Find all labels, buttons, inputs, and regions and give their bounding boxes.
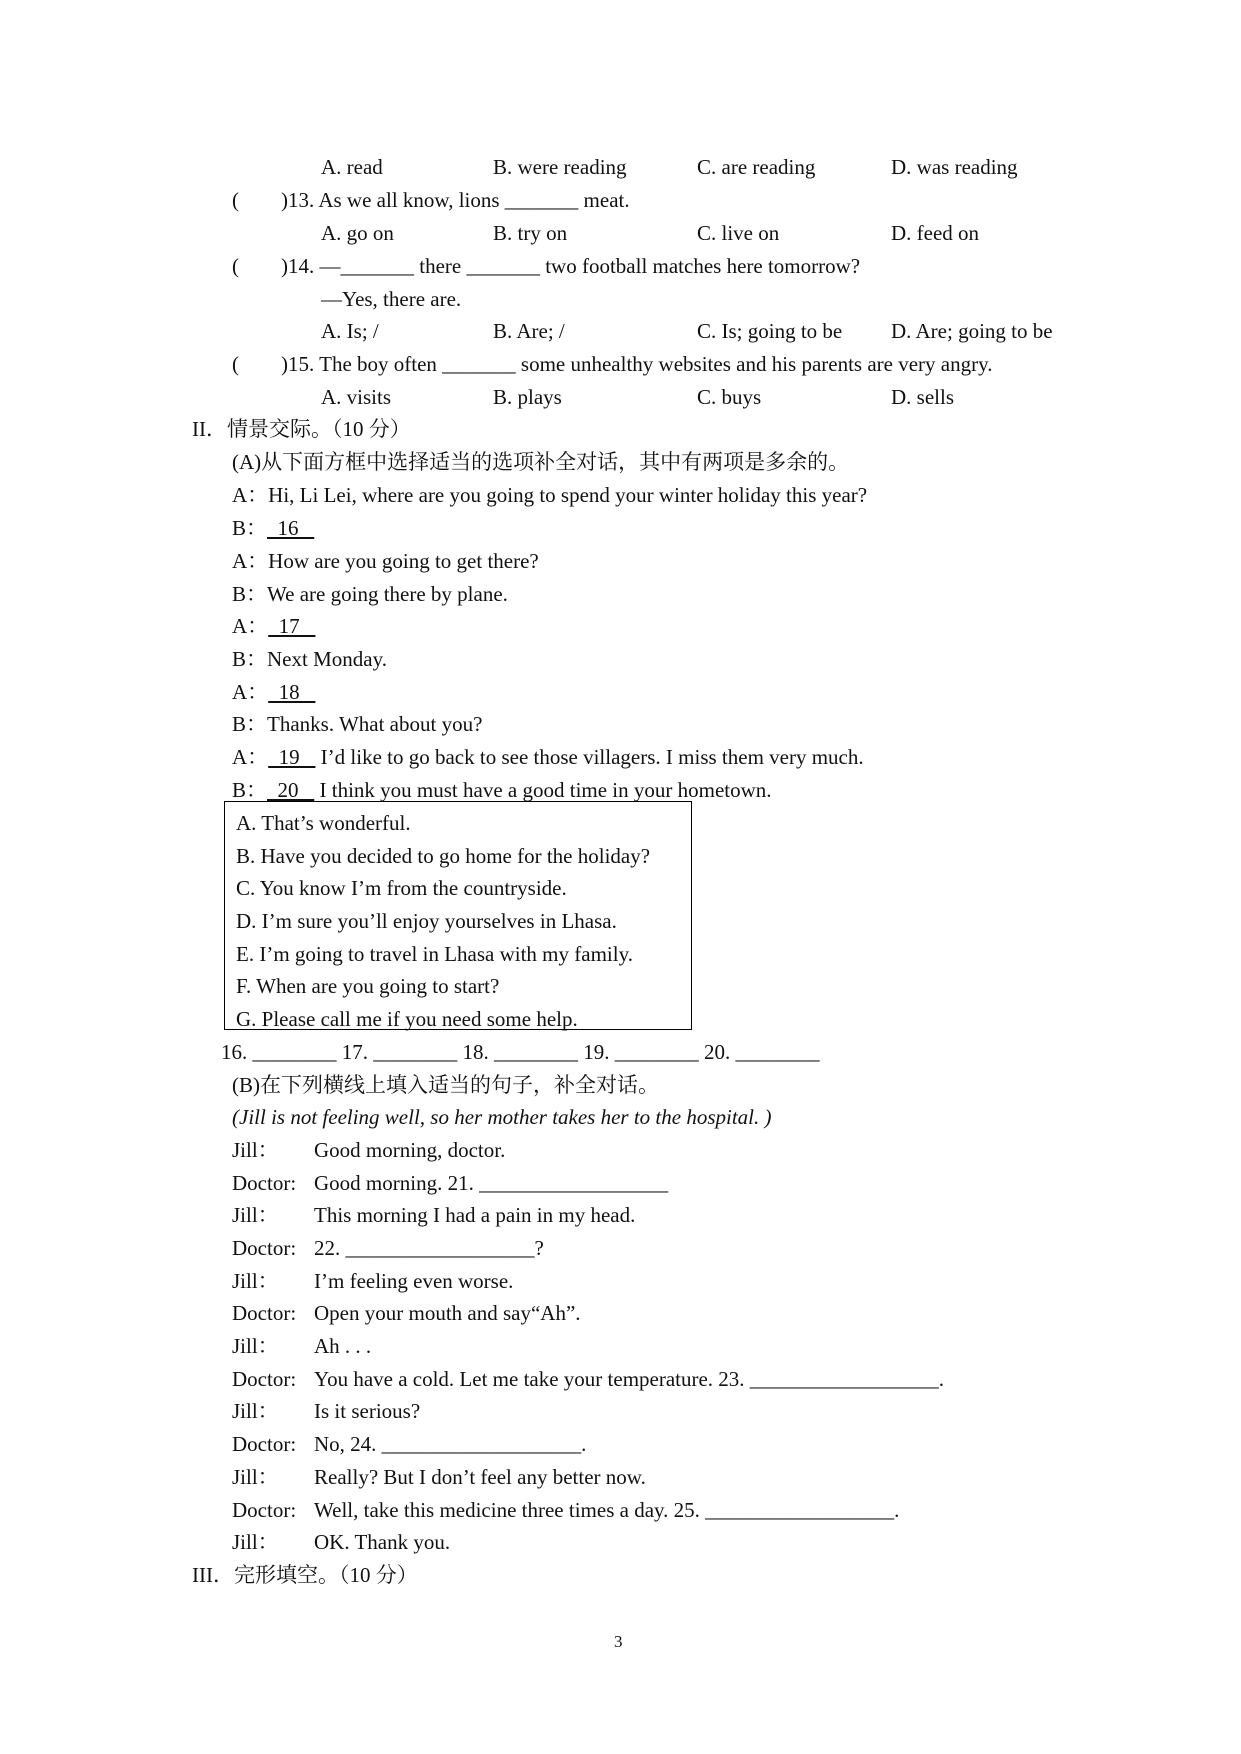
q14-option-a: A. Is; / xyxy=(321,319,379,343)
line-text: This morning I had a pain in my head. xyxy=(314,1203,636,1227)
q15-option-a: A. visits xyxy=(321,385,392,409)
box-option-e: E. I’m going to travel in Lhasa with my family. xyxy=(236,942,633,966)
dialogue-line xyxy=(232,581,508,607)
line-text-blank-23[interactable]: You have a cold. Let me take your temperature. 23. __________________. xyxy=(314,1367,945,1391)
blank-18[interactable]: 18 xyxy=(268,680,316,704)
dialogue-line xyxy=(232,515,314,541)
page-number: 3 xyxy=(614,1632,623,1651)
line-text: Hi, Li Lei, where are you going to spend your winter holiday this year? xyxy=(268,483,868,507)
speaker: B： xyxy=(232,582,268,606)
line-text: OK. Thank you. xyxy=(314,1530,451,1554)
blank-16[interactable]: 16 xyxy=(267,516,315,540)
speaker: Jill： xyxy=(232,1203,279,1227)
line-text: Next Monday. xyxy=(267,647,387,671)
speaker: B： xyxy=(232,778,268,802)
line-text: We are going there by plane. xyxy=(267,582,508,606)
blank-19[interactable]: 19 xyxy=(268,745,316,769)
q15-option-b: B. plays xyxy=(493,385,562,409)
q13-option-d: D. feed on xyxy=(891,221,980,245)
q14-option-b: B. Are; / xyxy=(493,319,565,343)
partB-context: (Jill is not feeling well, so her mother takes her to the hospital. ) xyxy=(232,1105,772,1129)
box-option-d: D. I’m sure you’ll enjoy yourselves in Lhasa. xyxy=(236,909,617,933)
dialogue-line xyxy=(232,679,315,705)
q14-reply: —Yes, there are. xyxy=(321,287,462,311)
speaker: Doctor: xyxy=(232,1367,297,1391)
speaker: Jill： xyxy=(232,1138,279,1162)
box-option-a: A. That’s wonderful. xyxy=(236,811,411,835)
q15-stem: )15. The boy often _______ some unhealthy websites and his parents are very angry. xyxy=(281,352,993,376)
q15-option-d: D. sells xyxy=(891,385,954,409)
speaker: A： xyxy=(232,680,269,704)
dialogue-line xyxy=(232,482,867,508)
speaker: Doctor: xyxy=(232,1171,297,1195)
speaker: Jill： xyxy=(232,1399,279,1423)
speaker: A： xyxy=(232,483,269,507)
line-text: Open your mouth and say“Ah”. xyxy=(314,1301,581,1325)
partB-instruction: (B)在下列横线上填入适当的句子，补全对话。 xyxy=(232,1073,659,1097)
q14-option-c: C. Is; going to be xyxy=(697,319,843,343)
q15-answer-paren[interactable]: ( xyxy=(232,352,239,376)
dialogue-line xyxy=(232,744,864,770)
speaker: Jill： xyxy=(232,1530,279,1554)
speaker: A： xyxy=(232,614,269,638)
q12-option-c: C. are reading xyxy=(697,155,816,179)
blank-20[interactable]: 20 xyxy=(267,778,315,802)
box-option-g: G. Please call me if you need some help. xyxy=(236,1007,578,1031)
box-option-f: F. When are you going to start? xyxy=(236,974,500,998)
speaker: Jill： xyxy=(232,1465,279,1489)
speaker: Jill： xyxy=(232,1269,279,1293)
speaker: A： xyxy=(232,549,269,573)
line-text-blank-24[interactable]: No, 24. ___________________. xyxy=(314,1432,587,1456)
speaker: Doctor: xyxy=(232,1236,297,1260)
q15-option-c: C. buys xyxy=(697,385,762,409)
dialogue-line xyxy=(232,646,387,672)
q14-answer-paren[interactable]: ( xyxy=(232,254,239,278)
line-text: Good morning, doctor. xyxy=(314,1138,506,1162)
line-text: I’d like to go back to see those villagers. I miss them very much. xyxy=(315,745,864,769)
dialogue-line xyxy=(232,711,482,737)
speaker: B： xyxy=(232,712,268,736)
partA-instruction: (A)从下面方框中选择适当的选项补全对话，其中有两项是多余的。 xyxy=(232,450,850,474)
line-text-blank-25[interactable]: Well, take this medicine three times a day. 25. __________________. xyxy=(314,1498,900,1522)
q13-option-c: C. live on xyxy=(697,221,780,245)
q13-answer-paren[interactable]: ( xyxy=(232,188,239,212)
line-text: I’m feeling even worse. xyxy=(314,1269,514,1293)
speaker: Jill： xyxy=(232,1334,279,1358)
dialogue-line xyxy=(232,613,315,639)
q14-stem: )14. —_______ there _______ two football matches here tomorrow? xyxy=(281,254,861,278)
line-text: Thanks. What about you? xyxy=(267,712,483,736)
speaker: Doctor: xyxy=(232,1432,297,1456)
speaker: B： xyxy=(232,516,268,540)
section3-heading: III．完形填空。（10 分） xyxy=(192,1563,418,1587)
dialogue-line xyxy=(232,777,772,803)
q12-option-d: D. was reading xyxy=(891,155,1018,179)
line-text: I think you must have a good time in your hometown. xyxy=(314,778,772,802)
q13-stem: )13. As we all know, lions _______ meat. xyxy=(281,188,630,212)
dialogue-line xyxy=(232,548,539,574)
line-text: How are you going to get there? xyxy=(268,549,539,573)
section2-heading: II．情景交际。（10 分） xyxy=(192,417,411,441)
blank-17[interactable]: 17 xyxy=(268,614,316,638)
q13-option-a: A. go on xyxy=(321,221,394,245)
answer-blanks-line[interactable]: 16. ________ 17. ________ 18. ________ 19. ________ 20. ________ xyxy=(221,1040,820,1064)
q14-option-d: D. Are; going to be xyxy=(891,319,1053,343)
line-text-blank-22[interactable]: 22. __________________? xyxy=(314,1236,544,1260)
speaker: Doctor: xyxy=(232,1301,297,1325)
line-text: Really? But I don’t feel any better now. xyxy=(314,1465,646,1489)
q12-option-b: B. were reading xyxy=(493,155,627,179)
line-text: Is it serious? xyxy=(314,1399,421,1423)
speaker: B： xyxy=(232,647,268,671)
box-option-b: B. Have you decided to go home for the holiday? xyxy=(236,844,651,868)
q13-option-b: B. try on xyxy=(493,221,568,245)
line-text: Ah . . . xyxy=(314,1334,372,1358)
box-option-c: C. You know I’m from the countryside. xyxy=(236,876,567,900)
speaker: Doctor: xyxy=(232,1498,297,1522)
speaker: A： xyxy=(232,745,269,769)
line-text-blank-21[interactable]: Good morning. 21. __________________ xyxy=(314,1171,669,1195)
q12-option-a: A. read xyxy=(321,155,383,179)
